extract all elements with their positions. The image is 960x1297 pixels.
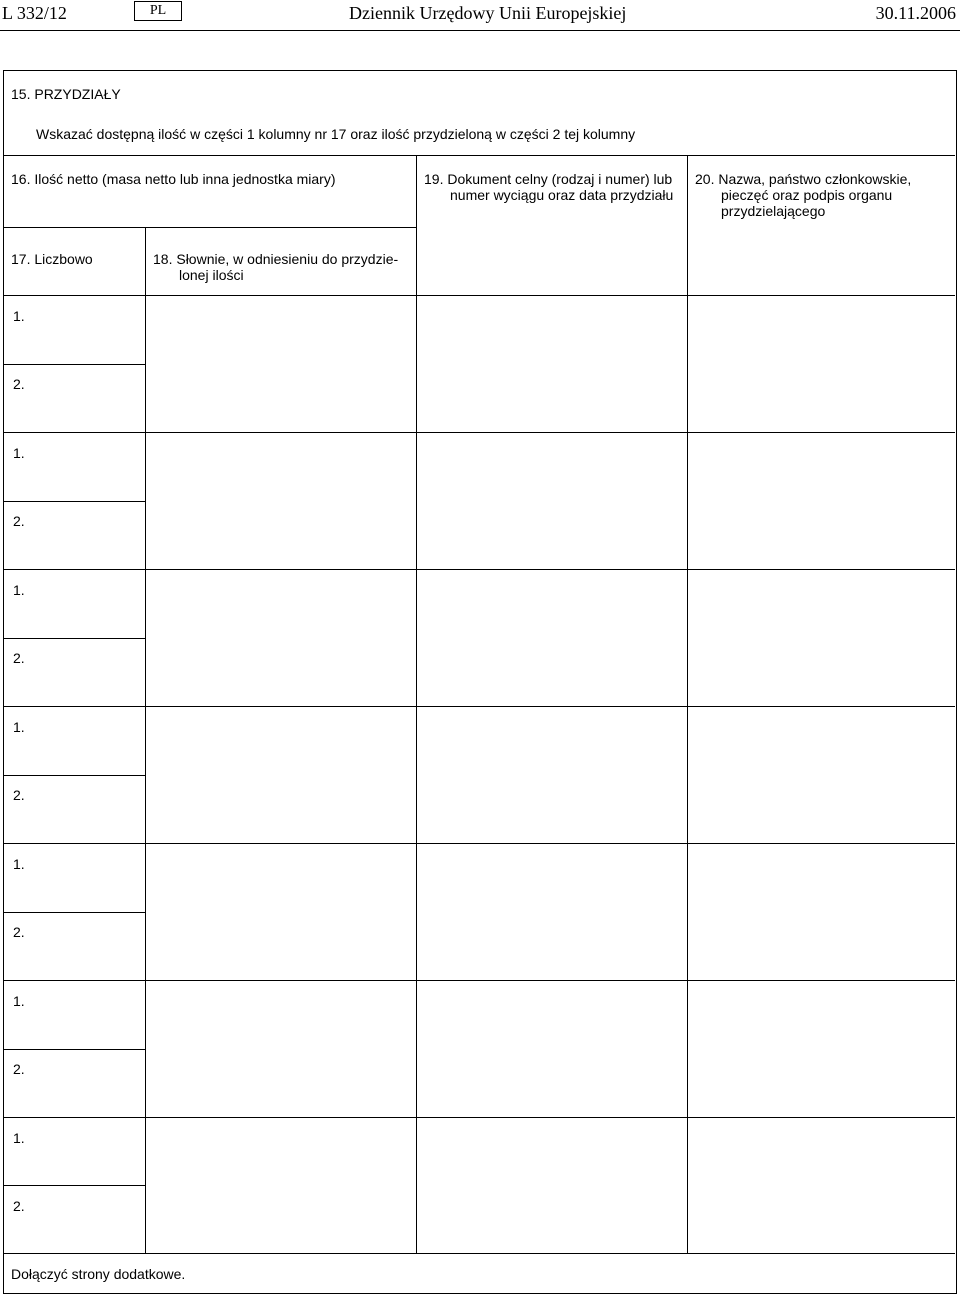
section-title: 15. PRZYDZIAŁY (11, 86, 121, 102)
row-label-part2: 2. (13, 650, 25, 666)
row-label-part2: 2. (13, 924, 25, 940)
allocation-form (3, 70, 957, 1294)
col20-heading-line1: 20. Nazwa, państwo członkowskie, (695, 171, 912, 187)
instruction-text: Wskazać dostępną ilość w części 1 kolumny nr 17 oraz ilość przydzieloną w części 2 tej kolumny (36, 126, 636, 142)
row-label-part2: 2. (13, 787, 25, 803)
row-label-part1: 1. (13, 856, 25, 872)
divider-col17-col18 (145, 227, 146, 1253)
row-label-part1: 1. (13, 1130, 25, 1146)
col20-heading-line2: pieczęć oraz podpis organu (721, 187, 893, 203)
publication-date: 30.11.2006 (875, 3, 956, 23)
half-divider (4, 912, 145, 913)
half-divider (4, 501, 145, 502)
row-label-part1: 1. (13, 582, 25, 598)
col19-heading-line1: 19. Dokument celny (rodzaj i numer) lub (424, 171, 673, 187)
divider-col19-col20 (687, 155, 688, 1253)
divider-under-col16 (4, 227, 416, 228)
divider-header-bottom (4, 295, 955, 296)
row-label-part2: 2. (13, 376, 25, 392)
col18-heading-line1: 18. Słownie, w odniesieniu do przydzie- (153, 251, 399, 267)
row-label-part1: 1. (13, 308, 25, 324)
half-divider (4, 775, 145, 776)
block-divider (4, 706, 955, 707)
block-divider (4, 432, 955, 433)
half-divider (4, 1049, 145, 1050)
block-divider (4, 1117, 955, 1118)
row-label-part2: 2. (13, 1198, 25, 1214)
block-divider (4, 569, 955, 570)
footer-note: Dołączyć strony dodatkowe. (11, 1266, 186, 1282)
block-divider-last (4, 1253, 955, 1254)
half-divider (4, 638, 145, 639)
half-divider (4, 364, 145, 365)
divider-after-instruction (4, 155, 955, 156)
col19-heading-line2: numer wyciągu oraz data przydziału (450, 187, 674, 203)
row-label-part2: 2. (13, 513, 25, 529)
block-divider (4, 980, 955, 981)
divider-col18-col19 (416, 155, 417, 1253)
row-label-part2: 2. (13, 1061, 25, 1077)
block-divider (4, 843, 955, 844)
col17-heading: 17. Liczbowo (11, 251, 93, 267)
row-label-part1: 1. (13, 993, 25, 1009)
page-reference: L 332/12 (2, 3, 67, 23)
col16-heading: 16. Ilość netto (masa netto lub inna jednostka miary) (11, 171, 336, 187)
header-rule (0, 30, 960, 31)
language-box: PL (134, 1, 182, 21)
col20-heading-line3: przydzielającego (721, 203, 826, 219)
page-header (0, 0, 960, 32)
row-label-part1: 1. (13, 445, 25, 461)
col18-heading-line2: lonej ilości (179, 267, 244, 283)
half-divider (4, 1185, 145, 1186)
row-label-part1: 1. (13, 719, 25, 735)
journal-title: Dziennik Urzędowy Unii Europejskiej (349, 3, 627, 23)
